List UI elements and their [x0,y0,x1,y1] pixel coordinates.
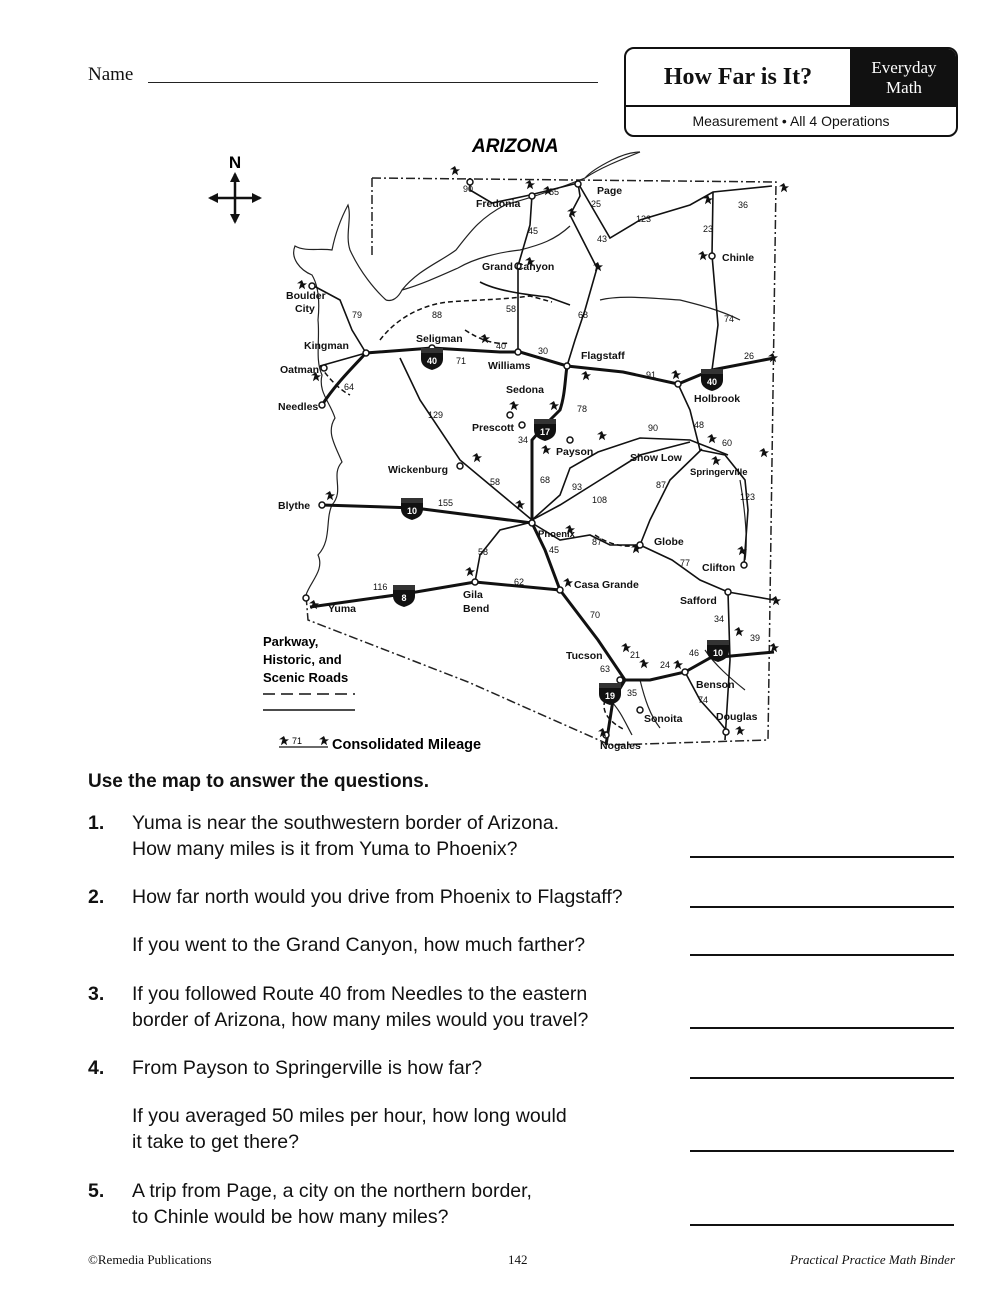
mileage-label: 123 [740,492,756,502]
city-show-low: Show Low [630,452,682,464]
mileage-label: 23 [703,224,714,234]
question-text: How far north would you drive from Phoenix to Flagstaff? [132,886,623,908]
map-legend [263,634,481,753]
mileage-label: 74 [698,695,709,705]
shield-i17: 17 [539,427,551,437]
name-label: Name [88,64,134,85]
city-nogales: Nogales [600,740,641,752]
city-seligman: Seligman [416,333,463,345]
mileage-label: 21 [630,650,641,660]
city-holbrook: Holbrook [694,393,741,405]
city-wickenburg: Wickenburg [388,464,448,476]
footer-book-title: Practical Practice Math Binder [790,1252,955,1267]
mileage-label: 68 [578,310,589,320]
mileage-label: 123 [636,214,652,224]
question-number: 1. [88,812,105,834]
mileage-label: 46 [689,648,700,658]
question-number: 3. [88,983,105,1005]
answer-line-2a[interactable] [690,906,954,908]
legend-line-2: Historic, and [263,652,342,667]
mileage-label: 26 [744,351,755,361]
question-number: 2. [88,886,105,908]
mileage-label: 39 [750,633,761,643]
mileage-label: 43 [597,234,608,244]
mileage-label: 91 [646,370,657,380]
city-gila-bend-2: Bend [463,603,490,615]
footer-publisher: ©Remedia Publications [88,1252,212,1267]
answer-line-5[interactable] [690,1224,954,1226]
mileage-label: 58 [506,304,517,314]
question-text: From Payson to Springerville is how far? [132,1057,483,1079]
map-state-title: ARIZONA [472,136,559,157]
series-line-2: Math [886,78,922,97]
mileage-label: 58 [490,477,501,487]
question-text: How many miles is it from Yuma to Phoenix? [132,838,518,860]
mileage-label: 45 [528,226,539,236]
mileage-label: 108 [592,495,608,505]
mileage-label: 36 [738,200,749,210]
answer-line-3[interactable] [690,1027,954,1029]
city-clifton: Clifton [702,562,736,574]
city-grand-canyon: Grand Canyon [482,261,555,273]
footer-page-number: 142 [508,1252,528,1267]
mileage-label: 63 [600,664,611,674]
question-text: it take to get there? [132,1131,299,1153]
question-text: to Chinle would be how many miles? [132,1206,449,1228]
worksheet-subtitle: Measurement • All 4 Operations [692,113,890,129]
mileage-label: 79 [352,310,363,320]
city-fredonia: Fredonia [476,198,521,210]
city-phoenix: Phoenix [538,529,575,540]
mileage-label: 78 [577,404,588,414]
question-text: If you went to the Grand Canyon, how much farther? [132,934,586,956]
arizona-map [245,128,800,760]
mileage-label: 40 [496,341,507,351]
name-line[interactable] [148,82,598,83]
shield-i10-east: 10 [712,648,724,658]
series-badge [852,49,956,107]
city-prescott: Prescott [472,422,515,434]
city-williams: Williams [488,360,531,372]
question-text: If you followed Route 40 from Needles to the eastern [132,983,588,1005]
answer-line-1[interactable] [690,856,954,858]
question-number: 4. [88,1057,105,1079]
legend-mileage-sample: 71 [292,736,303,746]
mileage-label: 90 [648,423,659,433]
city-safford: Safford [680,595,717,607]
shield-i8: 8 [401,593,407,603]
mileage-label: 68 [540,475,551,485]
question-text: Yuma is near the southwestern border of Arizona. [132,812,560,834]
mileage-label: 24 [660,660,671,670]
city-flagstaff: Flagstaff [581,350,625,362]
mileage-label: 62 [514,577,525,587]
shield-i40-west: 40 [426,356,438,366]
question-number: 5. [88,1180,105,1202]
city-boulder-city-2: City [295,303,315,315]
mileage-label: 64 [344,382,355,392]
series-line-1: Everyday [871,58,937,77]
mileage-label: 25 [591,199,602,209]
mileage-label: 87 [592,537,603,547]
question-text: If you averaged 50 miles per hour, how long would [132,1105,567,1127]
mileage-label: 71 [456,356,467,366]
city-globe: Globe [654,536,684,548]
city-douglas: Douglas [716,711,758,723]
mileage-label: 77 [680,558,691,568]
mileage-label: 34 [714,614,725,624]
answer-line-4b[interactable] [690,1150,954,1152]
mileage-label: 55 [549,187,560,197]
mileage-label: 93 [572,482,583,492]
city-chinle: Chinle [722,252,755,264]
legend-line-1: Parkway, [263,634,319,649]
question-text: border of Arizona, how many miles would you travel? [132,1009,589,1031]
city-sonoita: Sonoita [644,713,683,725]
city-page: Page [597,185,623,197]
city-yuma: Yuma [328,603,357,615]
answer-line-2b[interactable] [690,954,954,956]
mileage-label: 60 [722,438,733,448]
mileage-label: 74 [724,314,735,324]
mileage-label: 87 [656,480,667,490]
mileage-label: 129 [428,410,444,420]
city-boulder-city-1: Boulder [286,290,326,302]
city-springerville: Springerville [690,467,748,478]
legend-line-3: Scenic Roads [263,670,349,685]
compass-north-label: N [228,153,242,172]
mileage-label: 58 [478,547,489,557]
city-casa-grande: Casa Grande [574,579,639,591]
mileage-label: 90 [463,184,474,194]
city-sedona: Sedona [506,384,544,396]
worksheet-title: How Far is It? [626,49,852,107]
city-payson: Payson [556,446,594,458]
title-box [624,47,958,137]
city-kingman: Kingman [304,340,349,352]
legend-mileage-text: Consolidated Mileage [332,737,482,753]
shield-i40-east: 40 [706,377,718,387]
mileage-label: 48 [694,420,705,430]
city-benson: Benson [696,679,735,691]
city-blythe: Blythe [278,500,311,512]
answer-line-4a[interactable] [690,1077,954,1079]
shield-i10-west: 10 [406,506,418,516]
mileage-label: 116 [373,582,388,592]
mileage-label: 45 [549,545,560,555]
mileage-label: 70 [590,610,601,620]
mileage-label: 155 [438,498,454,508]
mileage-label: 30 [538,346,549,356]
city-tucson: Tucson [566,650,603,662]
shield-i19: 19 [604,691,616,701]
mileage-label: 35 [627,688,638,698]
city-needles: Needles [278,401,319,413]
mileage-label: 88 [432,310,443,320]
city-oatman: Oatman [280,364,320,376]
mileage-label: 34 [518,435,529,445]
city-labels [278,185,761,752]
instructions: Use the map to answer the questions. [88,771,430,792]
city-gila-bend-1: Gila [463,589,483,601]
question-text: A trip from Page, a city on the northern border, [132,1180,532,1202]
